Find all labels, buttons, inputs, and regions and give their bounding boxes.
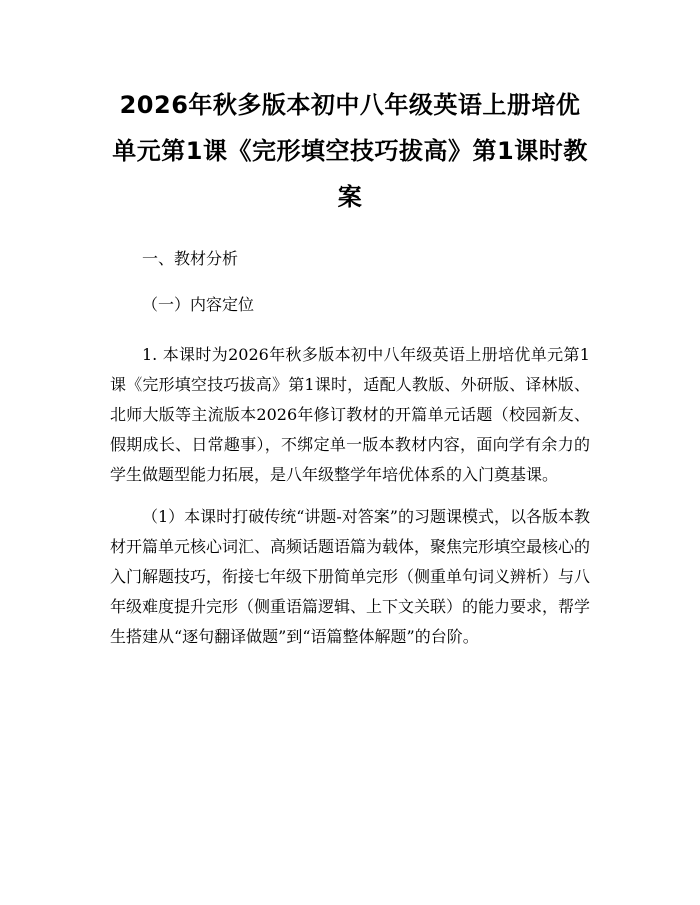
paragraph-lesson-overview: 1. 本课时为2026年秋多版本初中八年级英语上册培优单元第1课《完形填空技巧拔高》第1课时，适配人教版、外研版、译林版、北师大版等主流版本2026年修订教材的开篇单元话题（校园新友、假期成长、日常趣事），不绑定单一版本教材内容，面向学有余力的学生做题型能力拓展，是八年级整学年培优体系的入门奠基课。 xyxy=(110,345,590,484)
subsection-heading-content-positioning: （一）内容定位 xyxy=(142,295,255,314)
section-heading-textbook-analysis: 一、教材分析 xyxy=(142,249,239,268)
document-title: 2026年秋多版本初中八年级英语上册培优单元第1课《完形填空技巧拔高》第1课时教案 xyxy=(112,91,588,211)
paragraph-lesson-approach: （1）本课时打破传统“讲题-对答案”的习题课模式，以各版本教材开篇单元核心词汇、高频话题语篇为载体，聚焦完形填空最核心的入门解题技巧，衔接七年级下册简单完形（侧重单句词义辨析）与八年级难度提升完形（侧重语篇逻辑、上下文关联）的能力要求，帮学生搭建从“逐句翻译做题”到“语篇整体解题”的台阶。 xyxy=(110,507,591,646)
